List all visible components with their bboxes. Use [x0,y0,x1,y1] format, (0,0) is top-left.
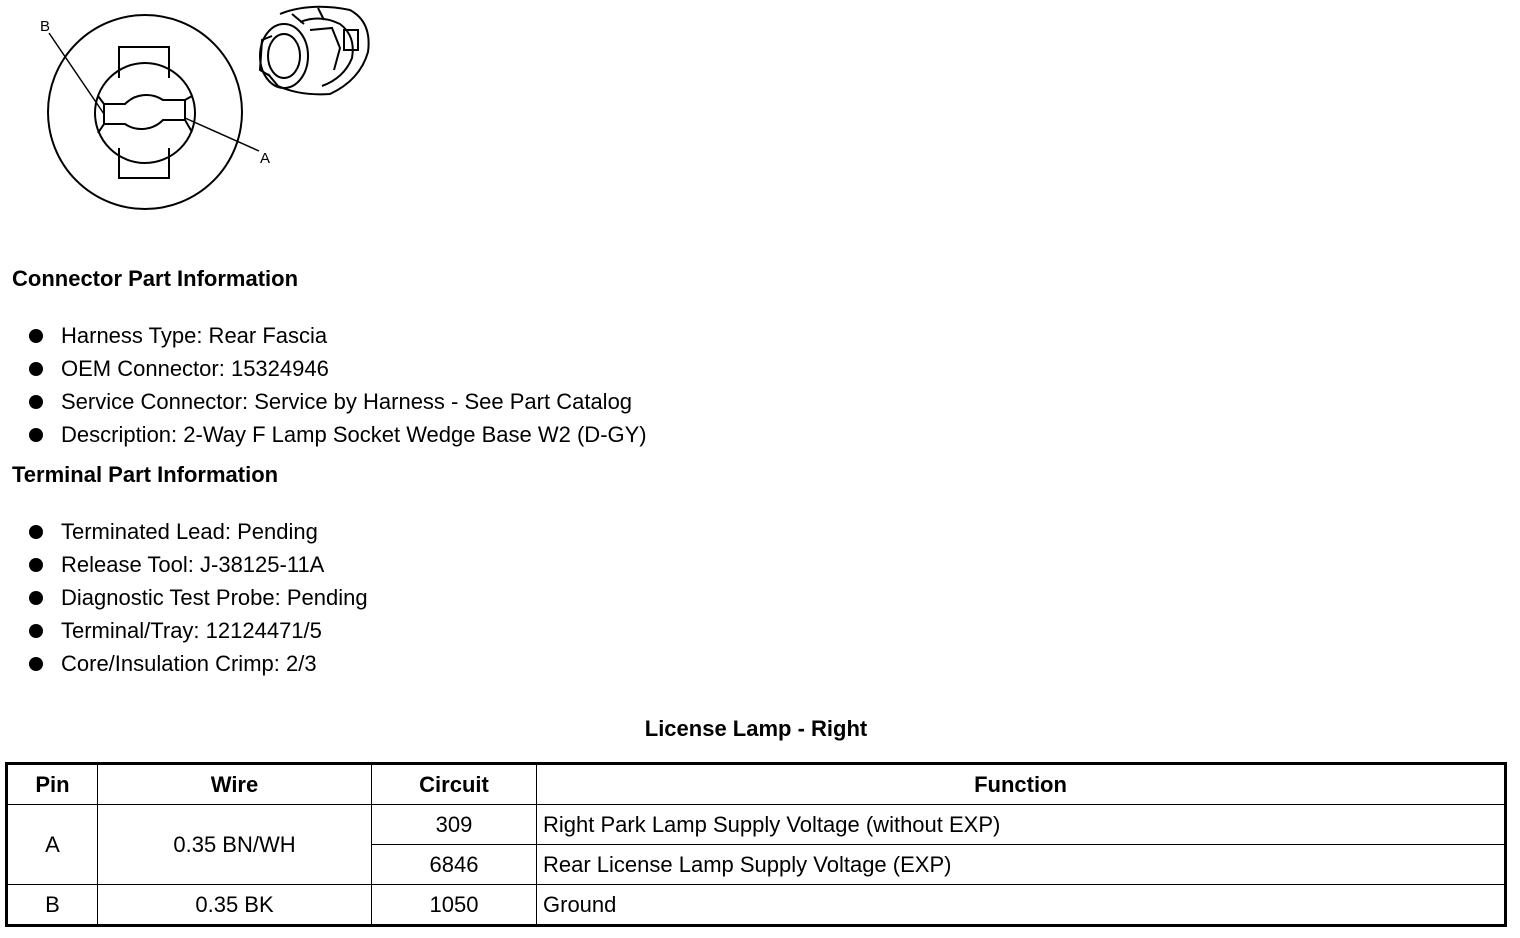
list-item: Diagnostic Test Probe: Pending [29,581,368,614]
list-item: Terminal/Tray: 12124471/5 [29,614,368,647]
header-function: Function [537,764,1506,805]
bullet-icon [29,525,43,539]
bullet-icon [29,591,43,605]
list-item: Terminated Lead: Pending [29,515,368,548]
list-item: Harness Type: Rear Fascia [29,319,647,352]
terminal-info-list [29,515,368,680]
cell-wire: 0.35 BN/WH [98,805,372,885]
list-item: Description: 2-Way F Lamp Socket Wedge Base W2 (D-GY) [29,418,647,451]
connector-info-title: Connector Part Information [12,266,299,291]
table-title: License Lamp - Right [644,716,868,741]
header-pin: Pin [7,764,98,805]
list-item: Service Connector: Service by Harness - See Part Catalog [29,385,647,418]
bullet-icon [29,657,43,671]
connector-inner-ring [95,63,195,163]
table-row [7,885,1506,926]
table-row [7,805,1506,845]
leader-line-b [49,33,104,114]
bullet-icon [29,624,43,638]
cell-circuit: 1050 [372,885,537,926]
cell-function: Right Park Lamp Supply Voltage (without EXP) [537,805,1506,845]
cell-circuit: 309 [372,805,537,845]
leader-line-a [185,118,259,151]
socket-3d-view-icon [260,7,369,95]
cell-circuit: 6846 [372,845,537,885]
table-header-row [7,764,1506,805]
terminal-label-b: B [40,18,51,35]
connector-info-list [29,319,647,451]
cell-function: Rear License Lamp Supply Voltage (EXP) [537,845,1506,885]
bullet-icon [29,558,43,572]
cell-function: Ground [537,885,1506,926]
terminal-label-a: A [260,150,271,167]
bullet-icon [29,428,43,442]
connector-outer-ring [48,15,242,209]
connector-cavity [104,95,185,129]
header-wire: Wire [98,764,372,805]
cell-pin: A [7,805,98,885]
list-item: OEM Connector: 15324946 [29,352,647,385]
bullet-icon [29,395,43,409]
cell-wire: 0.35 BK [98,885,372,926]
bullet-icon [29,362,43,376]
list-item: Release Tool: J-38125-11A [29,548,368,581]
cell-pin: B [7,885,98,926]
connector-diagram [0,0,400,220]
header-circuit: Circuit [372,764,537,805]
list-item: Core/Insulation Crimp: 2/3 [29,647,368,680]
pinout-table [5,762,1507,927]
terminal-info-title: Terminal Part Information [12,462,279,487]
bullet-icon [29,329,43,343]
